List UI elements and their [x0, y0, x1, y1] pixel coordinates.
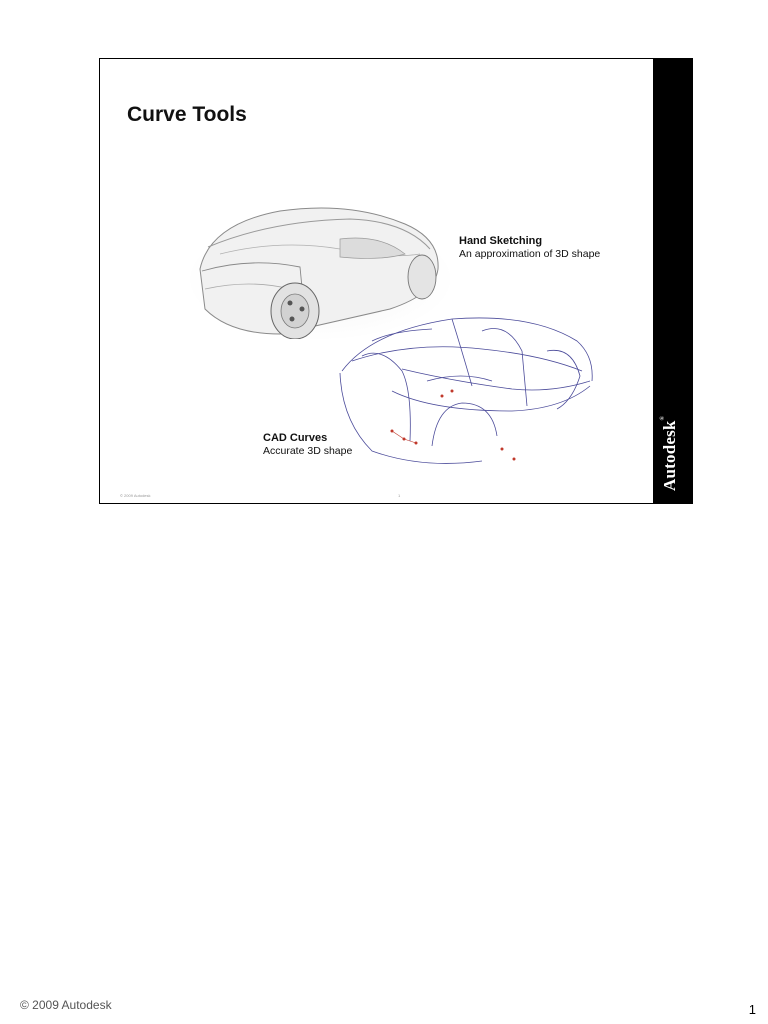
- cad-curves-title: CAD Curves: [263, 432, 328, 444]
- slide-footer-copyright: © 2009 Autodesk: [120, 493, 151, 498]
- autodesk-logo: [660, 416, 680, 491]
- autodesk-logo-text: Autodesk: [659, 420, 679, 491]
- cad-curves-car-image: [332, 311, 602, 471]
- brand-sidebar: [653, 59, 692, 503]
- cad-curves-subtitle: Accurate 3D shape: [263, 445, 353, 457]
- presentation-slide: [99, 58, 693, 504]
- hand-sketching-caption: [459, 235, 600, 261]
- slide-title: Curve Tools: [127, 103, 247, 126]
- hand-sketching-title: Hand Sketching: [459, 235, 543, 247]
- cad-curves-caption: [263, 432, 352, 458]
- page-footer-copyright: © 2009 Autodesk: [20, 998, 112, 1012]
- hand-sketching-subtitle: An approximation of 3D shape: [459, 248, 601, 260]
- registered-mark: ®: [659, 415, 666, 421]
- page-number: 1: [748, 1002, 756, 1017]
- slide-footer-number: 1: [398, 493, 401, 498]
